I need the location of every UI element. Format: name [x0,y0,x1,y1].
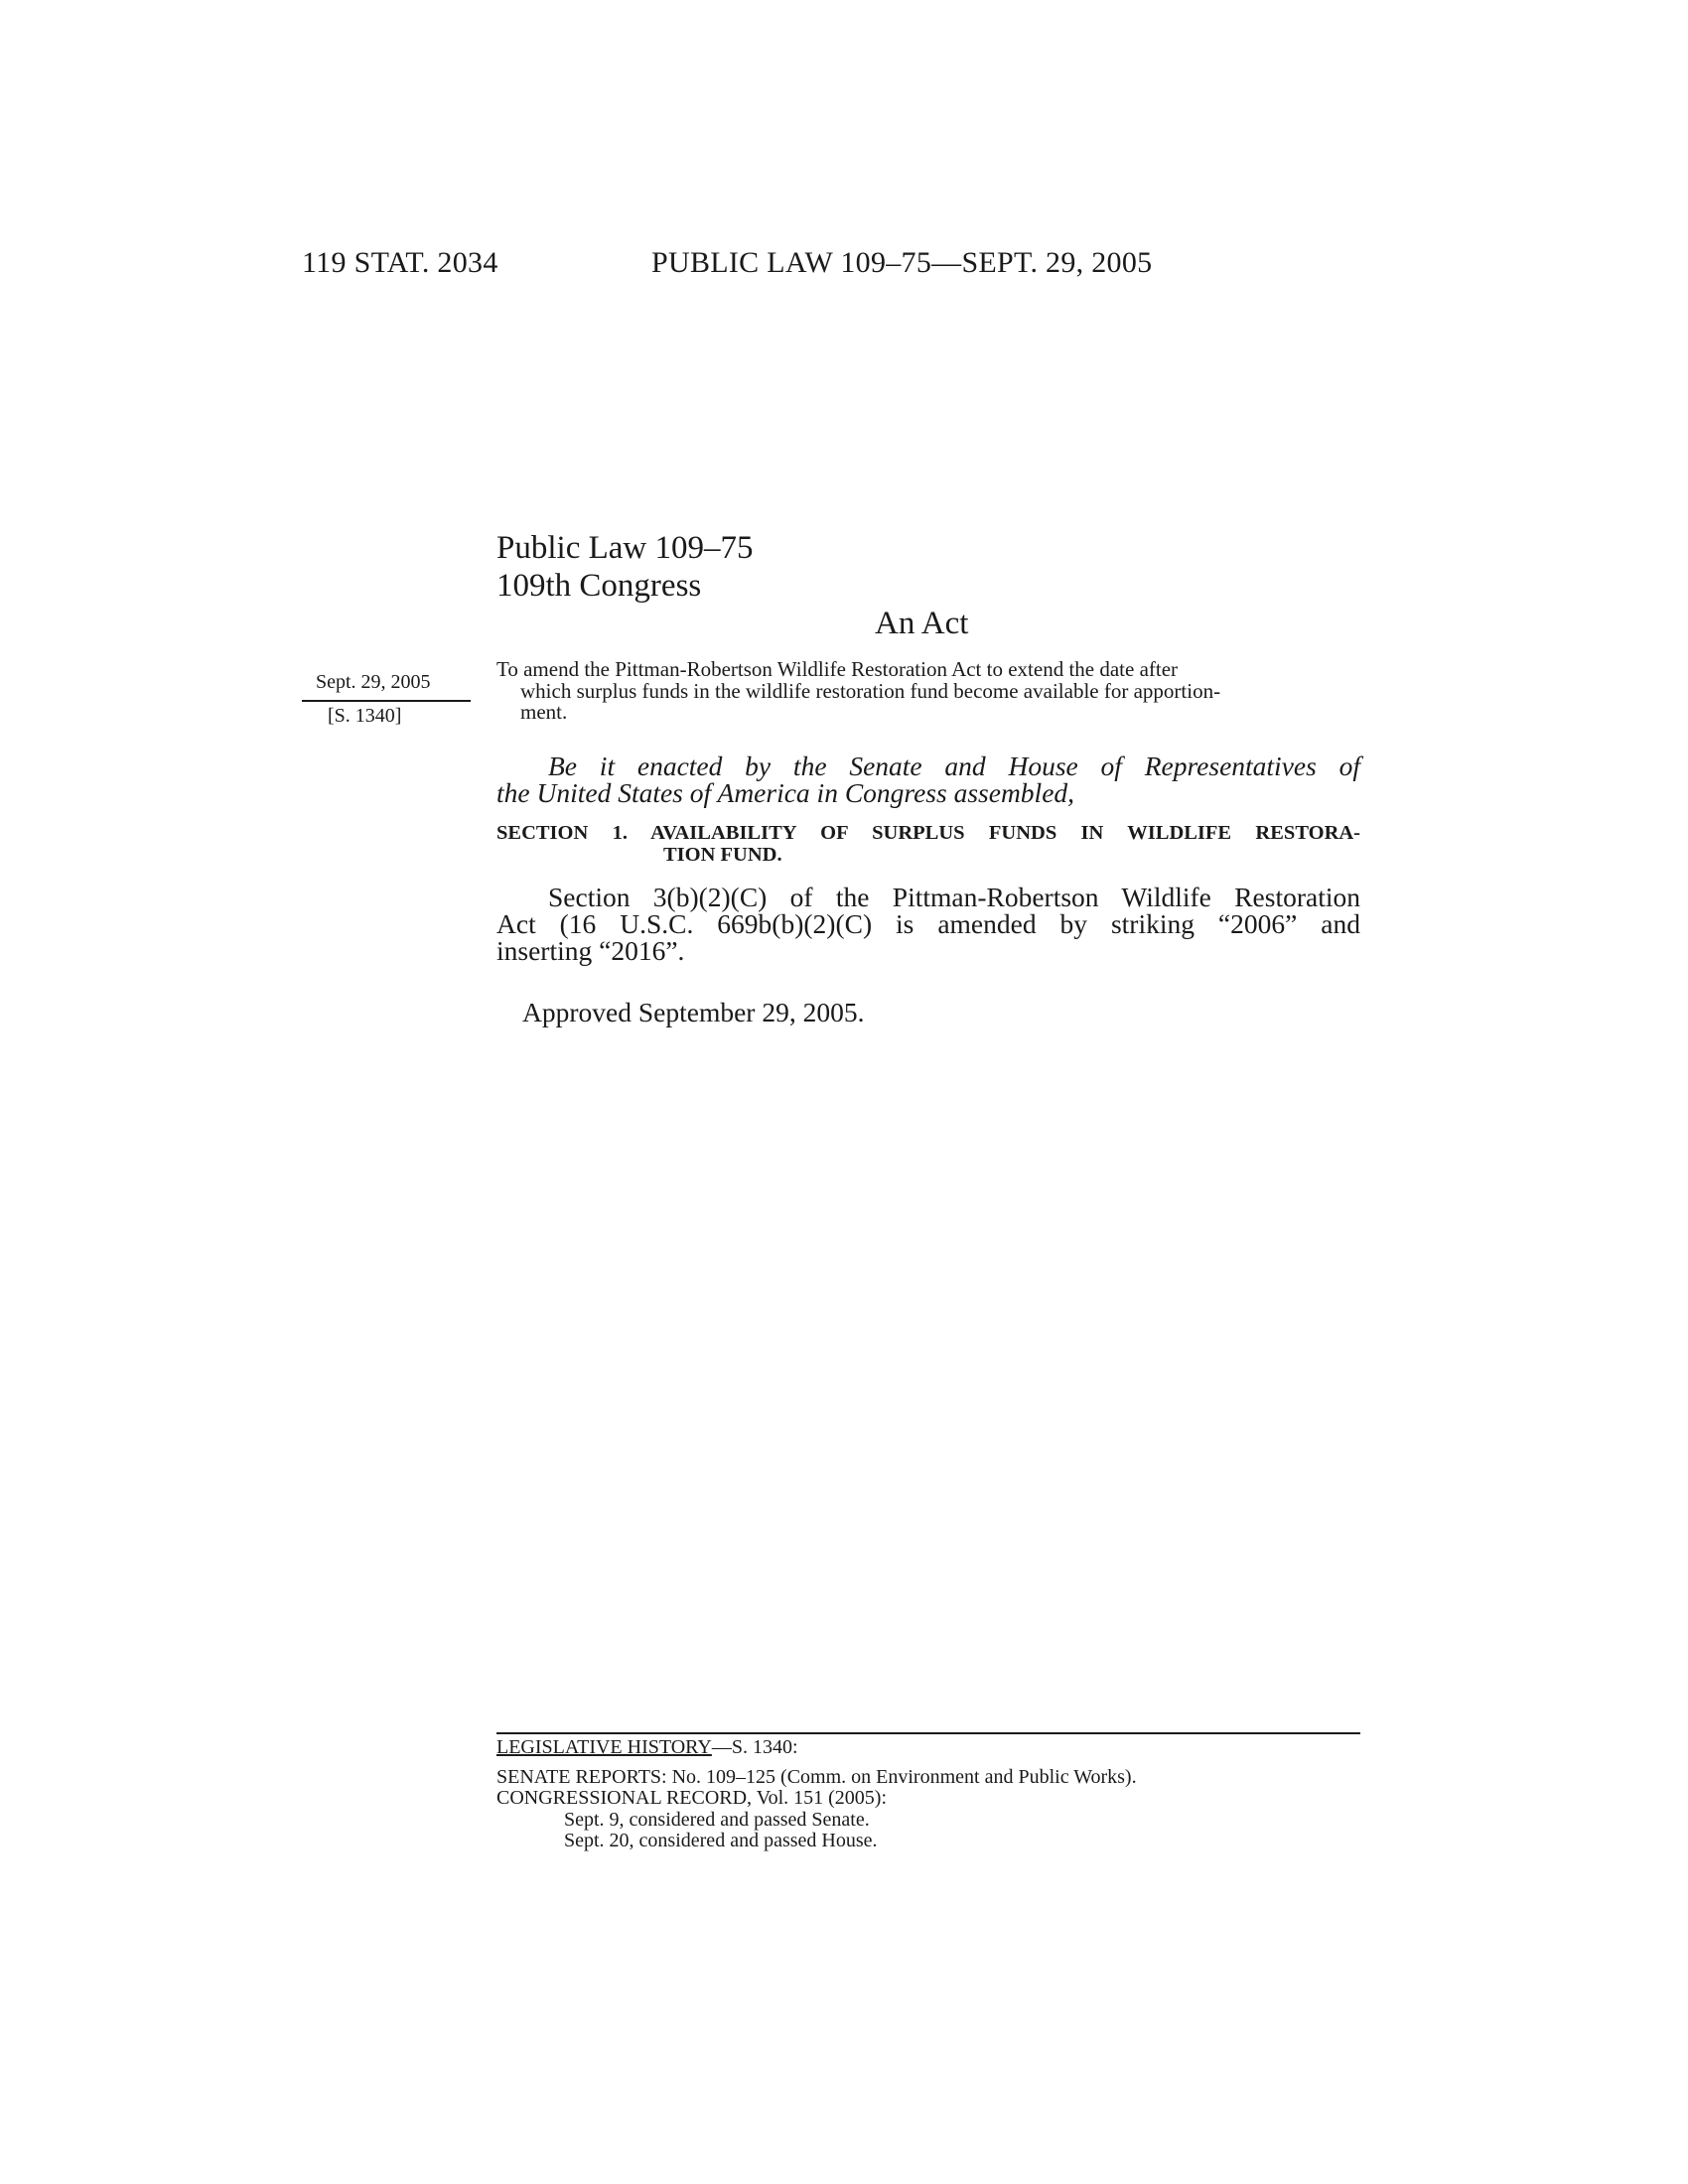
purpose-line: which surplus funds in the wildlife restoration fund become available for apportion- [520,678,1221,703]
history-line: CONGRESSIONAL RECORD, Vol. 151 (2005): [496,1787,887,1809]
legislative-history-bill: —S. 1340: [711,1736,798,1758]
section-body-line: Section 3(b)(2)(C) of the Pittman-Robertson Wildlife Restoration [548,882,1360,912]
law-title: Public Law 109–75 [496,530,754,566]
approval-date: Approved September 29, 2005. [522,997,865,1027]
legislative-history-heading [496,1737,1360,1759]
act-heading: An Act [875,606,969,641]
legislative-history-label: LEGISLATIVE HISTORY [496,1736,712,1758]
enacting-clause [496,752,1360,806]
legislative-history [496,1737,1360,1852]
section-body [496,884,1360,964]
congress-label: 109th Congress [496,568,702,604]
section-body-line: Act (16 U.S.C. 669b(b)(2)(C) is amended by striking “2006” and [496,908,1360,939]
enacting-clause-line: Be it enacted by the Senate and House of Representatives of [548,751,1360,781]
enacting-clause-line: the United States of America in Congress assembled, [496,777,1075,808]
purpose-line: To amend the Pittman-Robertson Wildlife Restoration Act to extend the date after [496,657,1179,681]
running-title: PUBLIC LAW 109–75—SEPT. 29, 2005 [651,246,1153,279]
stat-page-number: 119 STAT. 2034 [302,246,498,279]
section-heading-line: TION FUND. [663,844,782,866]
section-heading [496,822,1360,866]
footnote-divider [496,1732,1360,1734]
history-action: Sept. 9, considered and passed Senate. [564,1808,870,1831]
margin-note-date: Sept. 29, 2005 [316,671,431,693]
margin-note-divider [302,700,471,702]
purpose-paragraph [496,659,1360,724]
section-heading-line: SECTION 1. AVAILABILITY OF SURPLUS FUNDS IN WILDLIFE RESTORA- [496,822,1360,844]
margin-note-bill-number: [S. 1340] [328,705,402,727]
history-line: SENATE REPORTS: No. 109–125 (Comm. on Environment and Public Works). [496,1765,1137,1788]
section-body-line: inserting “2016”. [496,935,685,966]
purpose-line: ment. [520,700,568,724]
history-action: Sept. 20, considered and passed House. [564,1830,878,1851]
